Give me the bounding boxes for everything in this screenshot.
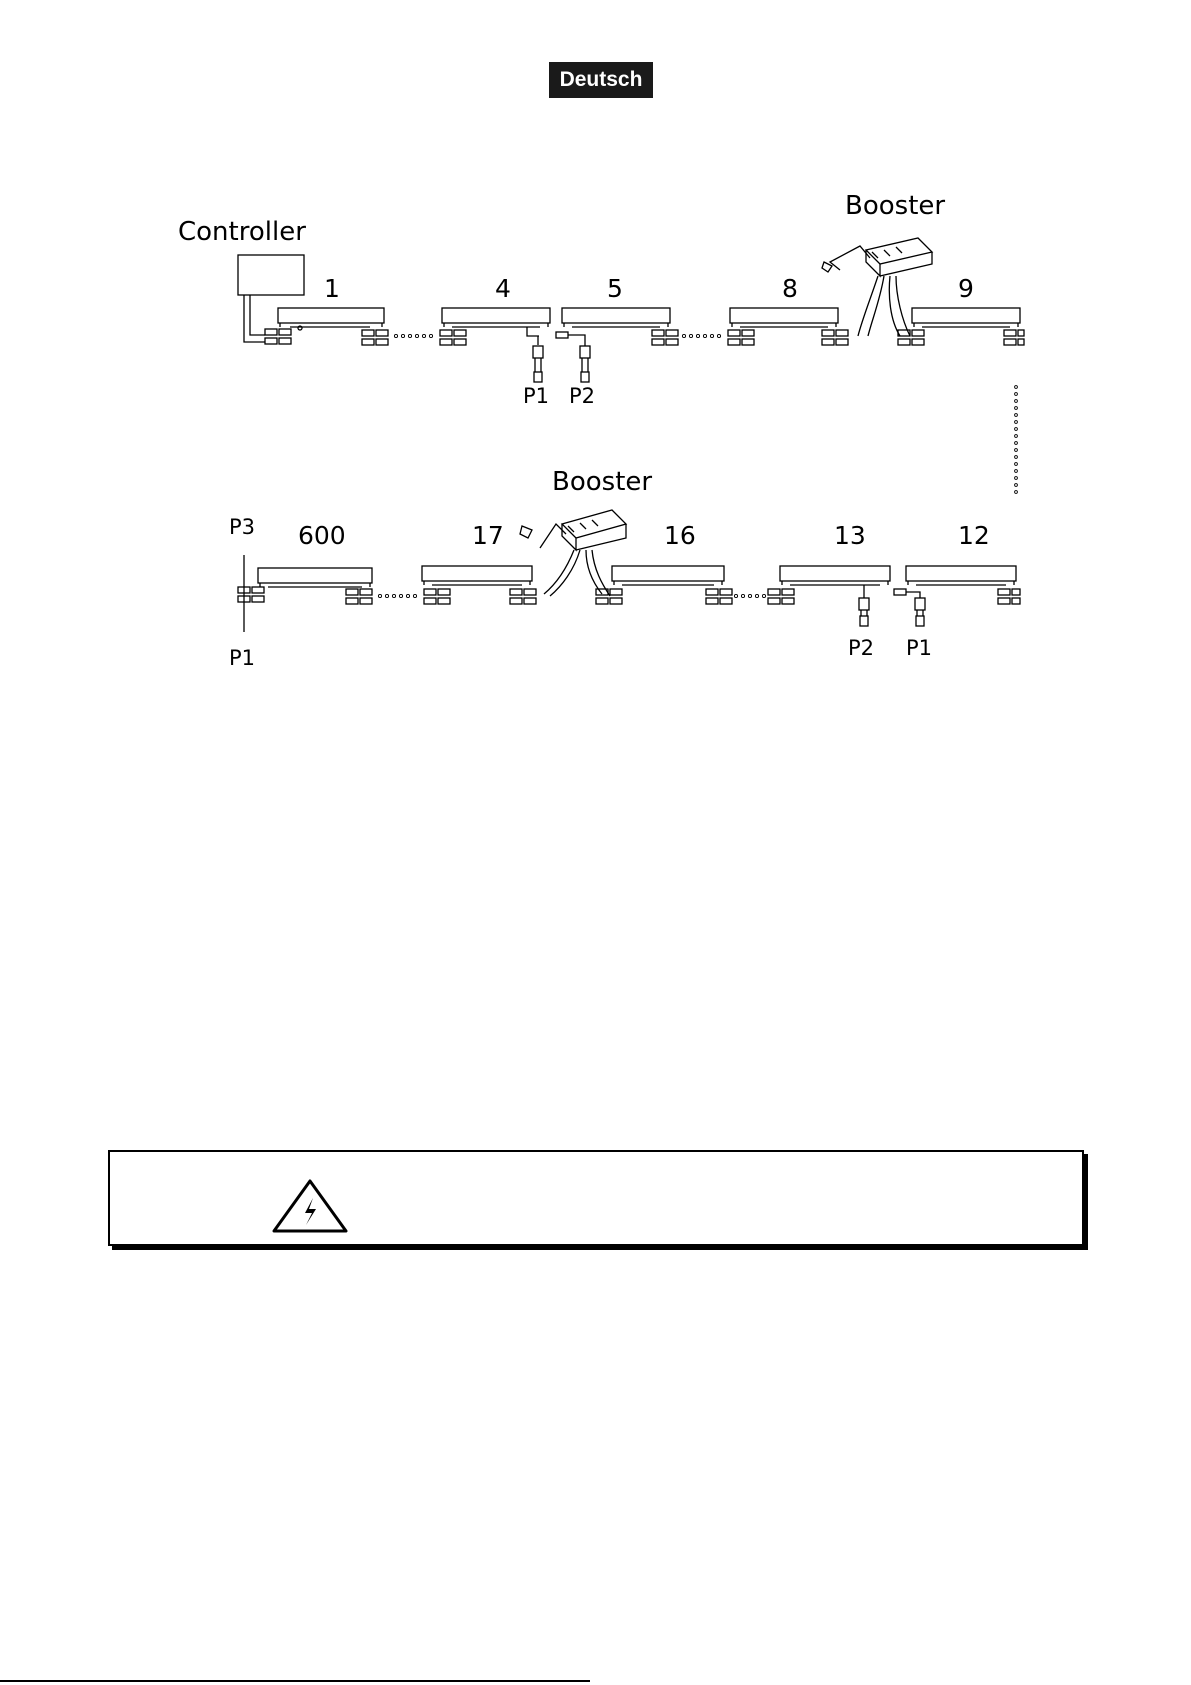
dots-5-8	[682, 334, 720, 337]
unit-label: 1	[324, 274, 340, 303]
marker-label: P1	[229, 646, 256, 670]
marker-label: P3	[229, 515, 256, 539]
fixture-16	[596, 566, 732, 604]
marker-label: P1	[906, 636, 933, 660]
dots-vertical	[1015, 386, 1018, 494]
unit-label: 12	[958, 521, 990, 550]
fixture-13	[768, 566, 890, 626]
fixture-17	[422, 566, 536, 604]
fixture-5	[556, 308, 678, 382]
fixture-600	[238, 568, 372, 604]
warning-box	[108, 1150, 1084, 1246]
fixture-8	[728, 308, 848, 345]
booster-label-2: Booster	[552, 467, 653, 497]
controller-label: Controller	[178, 217, 306, 247]
fixture-1	[278, 308, 388, 345]
unit-label: 16	[664, 521, 696, 550]
dotted-connections	[378, 334, 1017, 597]
booster-label-1: Booster	[845, 191, 946, 221]
unit-label: 17	[472, 521, 504, 550]
dots-600-17	[378, 594, 416, 597]
marker-label: P1	[523, 384, 550, 408]
booster-2	[520, 510, 626, 596]
wiring-diagram	[0, 0, 1191, 700]
unit-label: 8	[782, 274, 798, 303]
fixture-4	[440, 308, 550, 382]
dots-16-13	[734, 594, 765, 597]
fixture-9	[898, 308, 1024, 345]
language-badge: Deutsch	[549, 62, 653, 98]
high-voltage-warning-icon	[271, 1178, 349, 1234]
footer-rule	[0, 1680, 590, 1682]
marker-label: P2	[569, 384, 596, 408]
unit-label: 5	[607, 274, 623, 303]
unit-label: 4	[495, 274, 511, 303]
marker-label: P2	[848, 636, 875, 660]
fixture-12	[894, 566, 1020, 626]
unit-label: 600	[298, 521, 346, 550]
unit-label: 13	[834, 521, 866, 550]
dots-1-4	[394, 334, 432, 337]
unit-label: 9	[958, 274, 974, 303]
controller-box	[238, 255, 304, 295]
